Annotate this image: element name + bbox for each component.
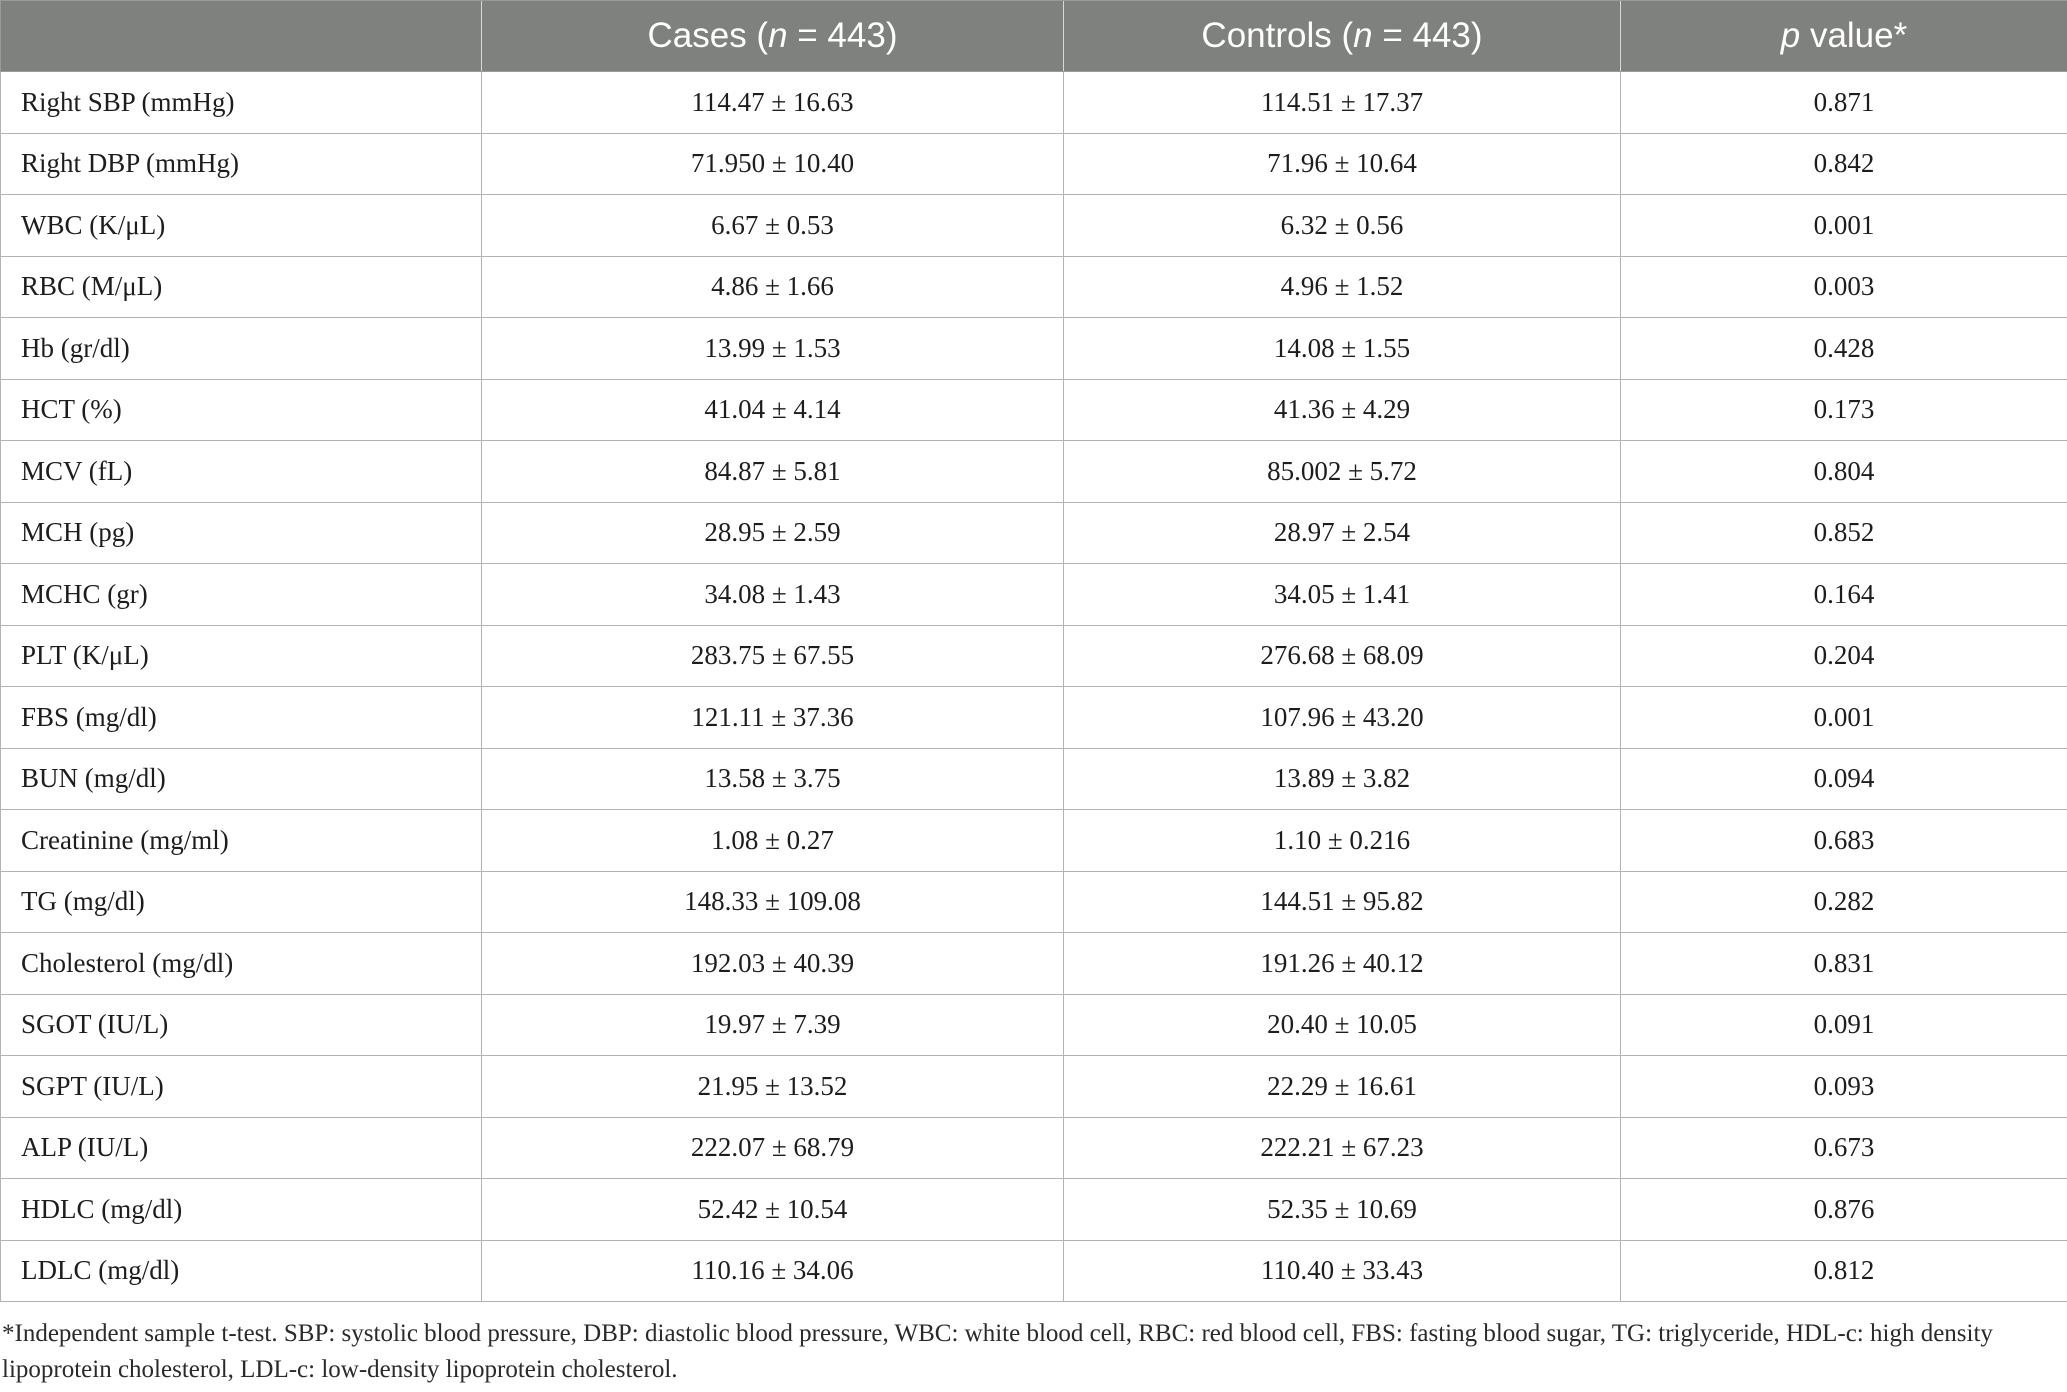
- row-label: Creatinine (mg/ml): [1, 810, 482, 872]
- table-row: [1, 564, 2067, 626]
- p-value: 0.871: [1621, 72, 2067, 134]
- controls-value: 4.96 ± 1.52: [1064, 256, 1621, 318]
- p-value: 0.091: [1621, 994, 2067, 1056]
- header-cases-count: = 443): [787, 16, 898, 55]
- header-controls-count: = 443): [1372, 16, 1483, 55]
- table-row: [1, 502, 2067, 564]
- controls-value: 71.96 ± 10.64: [1064, 133, 1621, 195]
- header-row: [1, 1, 2067, 72]
- header-p-value: [1621, 1, 2067, 72]
- controls-value: 110.40 ± 33.43: [1064, 1240, 1621, 1302]
- header-controls-label: Controls (: [1201, 16, 1354, 55]
- controls-value: 14.08 ± 1.55: [1064, 318, 1621, 380]
- controls-value: 52.35 ± 10.69: [1064, 1179, 1621, 1241]
- header-p-italic: p: [1780, 16, 1801, 55]
- table-row: [1, 810, 2067, 872]
- p-value: 0.852: [1621, 502, 2067, 564]
- table-row: [1, 625, 2067, 687]
- controls-value: 28.97 ± 2.54: [1064, 502, 1621, 564]
- controls-value: 191.26 ± 40.12: [1064, 933, 1621, 995]
- p-value: 0.093: [1621, 1056, 2067, 1118]
- header-cases-label: Cases (: [647, 16, 769, 55]
- cases-value: 4.86 ± 1.66: [482, 256, 1064, 318]
- cases-value: 41.04 ± 4.14: [482, 379, 1064, 441]
- row-label: RBC (M/μL): [1, 256, 482, 318]
- controls-value: 22.29 ± 16.61: [1064, 1056, 1621, 1118]
- row-label: Hb (gr/dl): [1, 318, 482, 380]
- table-row: [1, 441, 2067, 503]
- table-row: [1, 1179, 2067, 1241]
- p-value: 0.804: [1621, 441, 2067, 503]
- cases-value: 121.11 ± 37.36: [482, 687, 1064, 749]
- controls-value: 107.96 ± 43.20: [1064, 687, 1621, 749]
- table-row: [1, 256, 2067, 318]
- table-row: [1, 195, 2067, 257]
- row-label: MCV (fL): [1, 441, 482, 503]
- cases-value: 13.58 ± 3.75: [482, 748, 1064, 810]
- cases-value: 19.97 ± 7.39: [482, 994, 1064, 1056]
- controls-value: 85.002 ± 5.72: [1064, 441, 1621, 503]
- cases-value: 222.07 ± 68.79: [482, 1117, 1064, 1179]
- cases-value: 110.16 ± 34.06: [482, 1240, 1064, 1302]
- table-row: [1, 871, 2067, 933]
- p-value: 0.001: [1621, 687, 2067, 749]
- controls-value: 13.89 ± 3.82: [1064, 748, 1621, 810]
- row-label: HCT (%): [1, 379, 482, 441]
- p-value: 0.164: [1621, 564, 2067, 626]
- cases-value: 13.99 ± 1.53: [482, 318, 1064, 380]
- cases-value: 1.08 ± 0.27: [482, 810, 1064, 872]
- row-label: HDLC (mg/dl): [1, 1179, 482, 1241]
- table-row: [1, 687, 2067, 749]
- row-label: BUN (mg/dl): [1, 748, 482, 810]
- row-label: MCHC (gr): [1, 564, 482, 626]
- controls-value: 114.51 ± 17.37: [1064, 72, 1621, 134]
- cases-value: 283.75 ± 67.55: [482, 625, 1064, 687]
- p-value: 0.204: [1621, 625, 2067, 687]
- table-row: [1, 133, 2067, 195]
- cases-value: 21.95 ± 13.52: [482, 1056, 1064, 1118]
- controls-value: 144.51 ± 95.82: [1064, 871, 1621, 933]
- row-label: Cholesterol (mg/dl): [1, 933, 482, 995]
- cases-value: 71.950 ± 10.40: [482, 133, 1064, 195]
- p-value: 0.001: [1621, 195, 2067, 257]
- controls-value: 34.05 ± 1.41: [1064, 564, 1621, 626]
- table-row: [1, 933, 2067, 995]
- row-label: MCH (pg): [1, 502, 482, 564]
- p-value: 0.094: [1621, 748, 2067, 810]
- cases-value: 28.95 ± 2.59: [482, 502, 1064, 564]
- controls-value: 1.10 ± 0.216: [1064, 810, 1621, 872]
- controls-value: 222.21 ± 67.23: [1064, 1117, 1621, 1179]
- table-row: [1, 318, 2067, 380]
- row-label: FBS (mg/dl): [1, 687, 482, 749]
- p-value: 0.673: [1621, 1117, 2067, 1179]
- p-value: 0.173: [1621, 379, 2067, 441]
- row-label: SGOT (IU/L): [1, 994, 482, 1056]
- header-p-rest: value*: [1800, 16, 1908, 55]
- row-label: Right SBP (mmHg): [1, 72, 482, 134]
- p-value: 0.683: [1621, 810, 2067, 872]
- p-value: 0.428: [1621, 318, 2067, 380]
- row-label: PLT (K/μL): [1, 625, 482, 687]
- row-label: WBC (K/μL): [1, 195, 482, 257]
- table-row: [1, 1056, 2067, 1118]
- header-controls-n: n: [1353, 16, 1373, 55]
- p-value: 0.842: [1621, 133, 2067, 195]
- controls-value: 41.36 ± 4.29: [1064, 379, 1621, 441]
- p-value: 0.003: [1621, 256, 2067, 318]
- cases-value: 84.87 ± 5.81: [482, 441, 1064, 503]
- cases-value: 34.08 ± 1.43: [482, 564, 1064, 626]
- header-controls: [1064, 1, 1621, 72]
- row-label: TG (mg/dl): [1, 871, 482, 933]
- table-row: [1, 1240, 2067, 1302]
- cases-value: 148.33 ± 109.08: [482, 871, 1064, 933]
- table-footnote: *Independent sample t-test. SBP: systolic blood pressure, DBP: diastolic blood pressure, WBC: white blood cell, RBC: red blood cell, FBS: fasting blood sugar, TG: triglyceride, HDL-c: high density lipoprotein cholesterol, LDL-c: low-density lipoprotein cholesterol.: [2, 1320, 1993, 1383]
- row-label: SGPT (IU/L): [1, 1056, 482, 1118]
- table-row: [1, 379, 2067, 441]
- controls-value: 20.40 ± 10.05: [1064, 994, 1621, 1056]
- header-variable: [1, 1, 482, 72]
- cases-value: 114.47 ± 16.63: [482, 72, 1064, 134]
- table-row: [1, 72, 2067, 134]
- header-cases: [482, 1, 1064, 72]
- p-value: 0.831: [1621, 933, 2067, 995]
- controls-value: 6.32 ± 0.56: [1064, 195, 1621, 257]
- controls-value: 276.68 ± 68.09: [1064, 625, 1621, 687]
- table-header: [1, 1, 2067, 72]
- table-row: [1, 1117, 2067, 1179]
- cases-value: 52.42 ± 10.54: [482, 1179, 1064, 1241]
- row-label: LDLC (mg/dl): [1, 1240, 482, 1302]
- table-row: [1, 748, 2067, 810]
- table-row: [1, 994, 2067, 1056]
- cases-value: 192.03 ± 40.39: [482, 933, 1064, 995]
- table-body: [1, 72, 2067, 1302]
- cases-value: 6.67 ± 0.53: [482, 195, 1064, 257]
- row-label: Right DBP (mmHg): [1, 133, 482, 195]
- p-value: 0.812: [1621, 1240, 2067, 1302]
- p-value: 0.282: [1621, 871, 2067, 933]
- p-value: 0.876: [1621, 1179, 2067, 1241]
- row-label: ALP (IU/L): [1, 1117, 482, 1179]
- header-cases-n: n: [768, 16, 788, 55]
